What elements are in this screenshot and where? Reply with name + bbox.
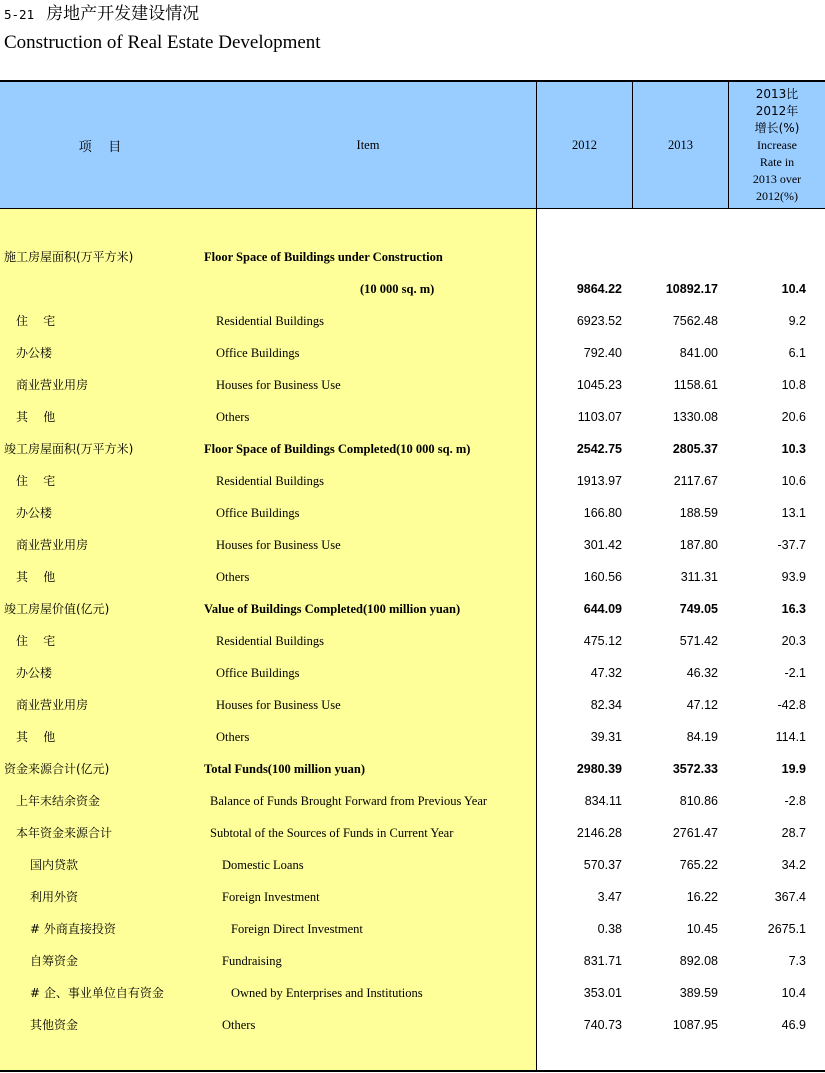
value-2012: 1103.07 bbox=[577, 410, 622, 424]
table-header bbox=[0, 82, 825, 208]
value-rate: -37.7 bbox=[777, 538, 806, 552]
row-label-en: Others bbox=[216, 410, 250, 424]
value-rate: 10.4 bbox=[781, 282, 806, 296]
value-rate: 10.4 bbox=[781, 986, 806, 1000]
row-label-cn: 住 宅 bbox=[16, 474, 56, 488]
value-rate: -2.8 bbox=[784, 794, 806, 808]
value-rate: 19.9 bbox=[781, 762, 806, 776]
value-rate: 46.9 bbox=[781, 1018, 806, 1032]
row-label-cn: 本年资金来源合计 bbox=[16, 826, 113, 840]
row-label-en: Balance of Funds Brought Forward from Previous Year bbox=[210, 794, 488, 808]
row-label-en: Office Buildings bbox=[216, 346, 300, 360]
value-2013: 571.42 bbox=[679, 634, 718, 648]
value-2012: 740.73 bbox=[583, 1018, 622, 1032]
value-rate: 10.3 bbox=[781, 442, 806, 456]
value-2012: 2146.28 bbox=[576, 826, 622, 840]
table-row bbox=[0, 465, 825, 497]
header-item-cn-text: 项 目 bbox=[78, 139, 122, 155]
bottom-rule bbox=[0, 1070, 825, 1072]
value-rate: 6.1 bbox=[788, 346, 806, 360]
header-rate-line: 2013比 bbox=[755, 86, 799, 101]
row-label-cn: 办公楼 bbox=[16, 346, 53, 360]
header-rate-line: Rate in bbox=[759, 154, 795, 169]
value-2013: 2805.37 bbox=[672, 442, 718, 456]
value-2013: 46.32 bbox=[686, 666, 718, 680]
table-number: 5-21 bbox=[4, 7, 35, 22]
row-label-en: Fundraising bbox=[222, 954, 282, 968]
header-2013-text: 2013 bbox=[668, 137, 693, 152]
value-2013: 187.80 bbox=[679, 538, 718, 552]
row-label-en: Others bbox=[216, 570, 250, 584]
value-2012: 0.38 bbox=[597, 922, 622, 936]
table-row bbox=[0, 625, 825, 657]
row-label-cn: 其 他 bbox=[16, 730, 56, 744]
row-label-en: Office Buildings bbox=[216, 666, 300, 680]
table-row bbox=[0, 977, 825, 1009]
value-2012: 831.71 bbox=[583, 954, 622, 968]
row-label-cn: 资金来源合计(亿元) bbox=[4, 762, 110, 776]
row-label-cn: 竣工房屋价值(亿元) bbox=[4, 602, 110, 616]
row-label-en: Floor Space of Buildings under Construction bbox=[204, 250, 443, 264]
value-2013: 47.12 bbox=[686, 698, 718, 712]
value-2013: 2761.47 bbox=[672, 826, 718, 840]
value-2013: 10.45 bbox=[686, 922, 718, 936]
header-2013 bbox=[633, 82, 728, 208]
value-2012: 644.09 bbox=[583, 602, 622, 616]
table-row bbox=[0, 433, 825, 465]
value-rate: -42.8 bbox=[777, 698, 806, 712]
value-rate: 10.8 bbox=[781, 378, 806, 392]
value-2012: 301.42 bbox=[583, 538, 622, 552]
value-2013: 389.59 bbox=[679, 986, 718, 1000]
divider-2013-rate bbox=[728, 82, 729, 208]
row-label-cn: 住 宅 bbox=[16, 634, 56, 648]
title-cn-text: 房地产开发建设情况 bbox=[46, 4, 200, 24]
table-row bbox=[0, 881, 825, 913]
header-2012 bbox=[537, 82, 632, 208]
row-label-en: Houses for Business Use bbox=[216, 698, 341, 712]
value-rate: 10.6 bbox=[781, 474, 806, 488]
value-2013: 311.31 bbox=[680, 570, 718, 584]
value-2013: 16.22 bbox=[686, 890, 718, 904]
value-rate: 20.3 bbox=[781, 634, 806, 648]
divider-2012-2013 bbox=[632, 82, 633, 208]
table-row bbox=[0, 721, 825, 753]
row-label-cn: 其他资金 bbox=[30, 1018, 79, 1032]
row-label-en: Domestic Loans bbox=[222, 858, 304, 872]
header-rate-line: 增长(%) bbox=[754, 120, 800, 135]
row-label-en: (10 000 sq. m) bbox=[360, 282, 435, 296]
row-label-cn: 商业营业用房 bbox=[16, 538, 89, 552]
row-label-cn: 上年末结余资金 bbox=[16, 794, 101, 808]
row-label-cn: 商业营业用房 bbox=[16, 698, 89, 712]
row-label-cn: 住 宅 bbox=[16, 314, 56, 328]
row-label-cn: # 外商直接投资 bbox=[30, 922, 116, 936]
row-label-cn: 自筹资金 bbox=[30, 954, 79, 968]
value-rate: 16.3 bbox=[781, 602, 806, 616]
header-rate-line: 2013 over bbox=[752, 171, 802, 186]
row-label-en: Owned by Enterprises and Institutions bbox=[231, 986, 423, 1000]
value-2013: 7562.48 bbox=[672, 314, 718, 328]
value-rate: 9.2 bbox=[788, 314, 806, 328]
row-label-en: Houses for Business Use bbox=[216, 378, 341, 392]
row-label-en: Residential Buildings bbox=[216, 314, 324, 328]
value-2013: 1330.08 bbox=[672, 410, 718, 424]
value-2012: 82.34 bbox=[590, 698, 622, 712]
value-2013: 1158.61 bbox=[673, 378, 718, 392]
row-label-en: Residential Buildings bbox=[216, 474, 324, 488]
value-rate: 13.1 bbox=[781, 506, 806, 520]
value-rate: 2675.1 bbox=[767, 922, 806, 936]
value-2012: 792.40 bbox=[583, 346, 622, 360]
value-2012: 6923.52 bbox=[576, 314, 622, 328]
value-2012: 47.32 bbox=[590, 666, 622, 680]
value-2013: 84.19 bbox=[686, 730, 718, 744]
table-row bbox=[0, 1009, 825, 1041]
value-2013: 765.22 bbox=[679, 858, 718, 872]
header-rate bbox=[729, 82, 825, 208]
table-row bbox=[0, 945, 825, 977]
table-row bbox=[0, 561, 825, 593]
value-2013: 188.59 bbox=[679, 506, 718, 520]
value-rate: 7.3 bbox=[788, 954, 806, 968]
row-label-cn: 办公楼 bbox=[16, 666, 53, 680]
page-title-cn bbox=[4, 2, 321, 27]
header-2012-text: 2012 bbox=[572, 137, 597, 152]
row-label-en: Value of Buildings Completed(100 million yuan) bbox=[204, 602, 461, 616]
row-label-cn: 其 他 bbox=[16, 410, 56, 424]
header-rate-line: 2012(%) bbox=[756, 188, 798, 203]
value-2013: 3572.33 bbox=[672, 762, 718, 776]
header-rate-line: 2012年 bbox=[755, 103, 799, 118]
value-2012: 570.37 bbox=[583, 858, 622, 872]
row-label-cn: 其 他 bbox=[16, 570, 56, 584]
value-2012: 160.56 bbox=[583, 570, 622, 584]
row-label-en: Foreign Investment bbox=[222, 890, 320, 904]
row-label-cn: 竣工房屋面积(万平方米) bbox=[4, 442, 134, 456]
value-2012: 2542.75 bbox=[576, 442, 622, 456]
value-rate: -2.1 bbox=[784, 666, 806, 680]
row-label-cn: 办公楼 bbox=[16, 506, 53, 520]
page-title-en: Construction of Real Estate Development bbox=[4, 32, 321, 53]
table-row bbox=[0, 241, 825, 273]
value-2012: 1045.23 bbox=[576, 378, 622, 392]
table-row bbox=[0, 273, 825, 305]
value-2012: 2980.39 bbox=[576, 762, 622, 776]
value-2012: 3.47 bbox=[597, 890, 622, 904]
row-label-en: Houses for Business Use bbox=[216, 538, 341, 552]
value-2013: 841.00 bbox=[679, 346, 718, 360]
row-label-en: Others bbox=[216, 730, 250, 744]
table-row bbox=[0, 817, 825, 849]
value-2013: 2117.67 bbox=[673, 474, 718, 488]
header-item-en bbox=[200, 82, 536, 208]
row-label-en: Subtotal of the Sources of Funds in Current Year bbox=[210, 826, 454, 840]
row-label-cn: 利用外资 bbox=[30, 890, 79, 904]
row-label-cn: 施工房屋面积(万平方米) bbox=[4, 250, 134, 264]
value-2012: 475.12 bbox=[583, 634, 622, 648]
row-label-cn: 商业营业用房 bbox=[16, 378, 89, 392]
table-row bbox=[0, 849, 825, 881]
header-item-cn bbox=[0, 82, 200, 208]
table-row bbox=[0, 753, 825, 785]
value-rate: 93.9 bbox=[781, 570, 806, 584]
row-label-en: Total Funds(100 million yuan) bbox=[204, 762, 366, 776]
value-2012: 166.80 bbox=[583, 506, 622, 520]
row-label-en: Residential Buildings bbox=[216, 634, 324, 648]
table-row bbox=[0, 497, 825, 529]
table-row bbox=[0, 593, 825, 625]
row-label-en: Office Buildings bbox=[216, 506, 300, 520]
value-2013: 749.05 bbox=[679, 602, 718, 616]
title-block bbox=[4, 2, 321, 55]
table-row bbox=[0, 369, 825, 401]
table-row bbox=[0, 785, 825, 817]
value-rate: 34.2 bbox=[781, 858, 806, 872]
header-item-en-text: Item bbox=[356, 137, 380, 152]
value-2012: 1913.97 bbox=[576, 474, 622, 488]
table-row bbox=[0, 657, 825, 689]
row-label-cn: # 企、事业单位自有资金 bbox=[30, 986, 164, 1000]
table-row bbox=[0, 337, 825, 369]
row-label-en: Foreign Direct Investment bbox=[231, 922, 363, 936]
table-row bbox=[0, 529, 825, 561]
row-label-en: Floor Space of Buildings Completed(10 000 sq. m) bbox=[204, 442, 471, 456]
value-2013: 892.08 bbox=[679, 954, 718, 968]
table-row bbox=[0, 689, 825, 721]
value-2012: 9864.22 bbox=[576, 282, 622, 296]
value-2013: 1087.95 bbox=[672, 1018, 718, 1032]
header-rate-line: Increase bbox=[757, 137, 797, 152]
value-rate: 28.7 bbox=[781, 826, 806, 840]
table-row bbox=[0, 913, 825, 945]
value-2012: 353.01 bbox=[583, 986, 622, 1000]
table-row bbox=[0, 401, 825, 433]
table-row bbox=[0, 305, 825, 337]
value-rate: 367.4 bbox=[774, 890, 806, 904]
value-2013: 10892.17 bbox=[665, 282, 718, 296]
value-rate: 114.1 bbox=[775, 730, 806, 744]
value-2013: 810.86 bbox=[679, 794, 718, 808]
row-label-cn: 国内贷款 bbox=[30, 858, 79, 872]
value-2012: 39.31 bbox=[590, 730, 622, 744]
value-2012: 834.11 bbox=[584, 794, 622, 808]
row-label-en: Others bbox=[222, 1018, 256, 1032]
value-rate: 20.6 bbox=[781, 410, 806, 424]
